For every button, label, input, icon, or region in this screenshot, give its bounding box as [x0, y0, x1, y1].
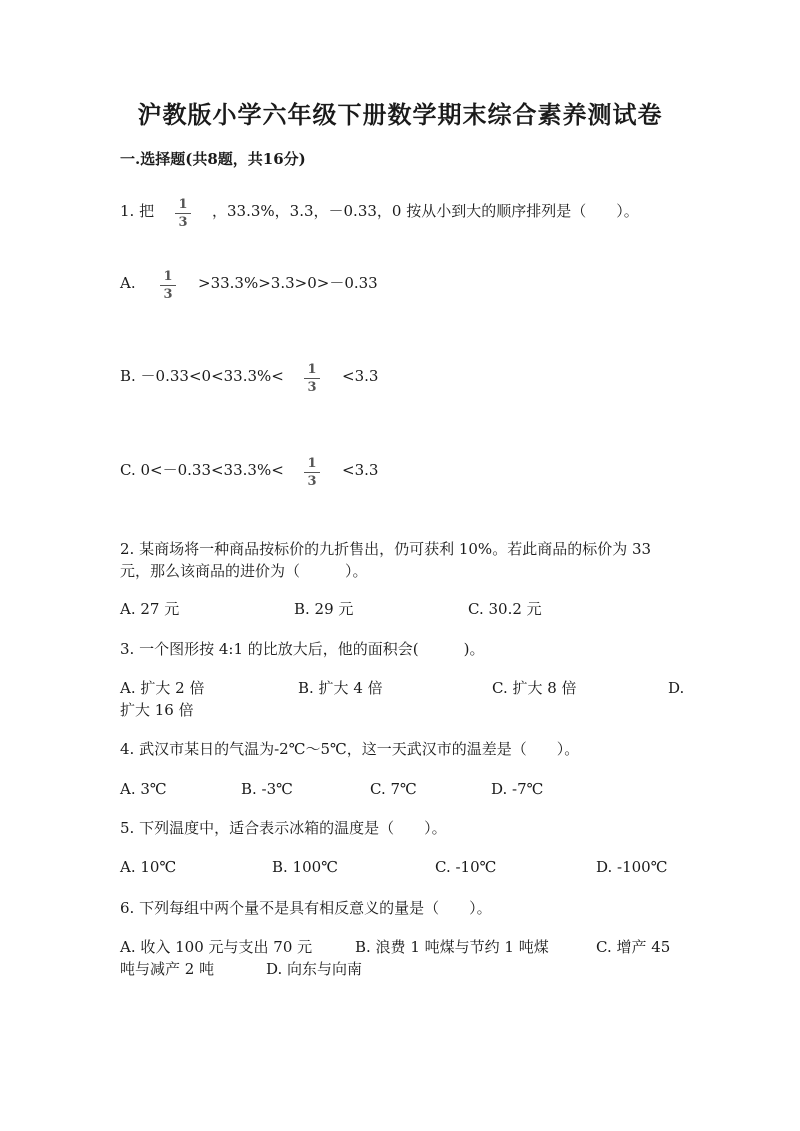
q1-option-c-suffix: <3.3: [342, 461, 379, 479]
q3-text: 3. 一个图形按 4:1 的比放大后，他的面积会( )。: [120, 640, 485, 658]
q6-option-c-text: 吨与减产 2 吨: [120, 960, 215, 978]
q3-option-b: B. 扩大 4 倍: [298, 679, 383, 697]
q6-text: 6. 下列每组中两个量不是具有相反意义的量是（ ）。: [120, 899, 492, 917]
q5-option-b: B. 100℃: [272, 858, 338, 876]
q4-option-d: D. -7℃: [491, 780, 544, 798]
q6-option-b: B. 浪费 1 吨煤与节约 1 吨煤: [355, 938, 549, 956]
q1-suffix: ，33.3%，3.3，－0.33，0 按从小到大的顺序排列是（ ）。: [212, 202, 639, 220]
q3-option-d-text: 扩大 16 倍: [120, 701, 194, 719]
fraction-denominator: 3: [307, 474, 317, 489]
q3-option-d: D.: [668, 679, 685, 697]
q1-option-a-text: >33.3%>3.3>0>－0.33: [198, 274, 378, 292]
q5-option-a: A. 10℃: [120, 858, 177, 876]
q5-option-d: D. -100℃: [596, 858, 668, 876]
page-title: 沪教版小学六年级下册数学期末综合素养测试卷: [137, 100, 663, 129]
fraction-bar: [304, 472, 320, 473]
q1-option-a-label: A.: [120, 274, 136, 292]
fraction-bar: [304, 378, 320, 379]
q4-option-c: C. 7℃: [370, 780, 417, 798]
q3-option-c: C. 扩大 8 倍: [492, 679, 577, 697]
q5-option-c: C. -10℃: [435, 858, 497, 876]
q1-fraction: [173, 197, 193, 230]
q1-option-a-fraction: [158, 269, 178, 302]
q4-option-b: B. -3℃: [241, 780, 293, 798]
q2-option-a: A. 27 元: [120, 600, 180, 618]
q6-option-c: C. 增产 45: [596, 938, 671, 956]
fraction-numerator: 1: [163, 269, 173, 284]
q4-text: 4. 武汉市某日的气温为-2℃～5℃，这一天武汉市的温差是（ ）。: [120, 740, 580, 758]
q6-option-a: A. 收入 100 元与支出 70 元: [120, 938, 313, 956]
fraction-denominator: 3: [178, 215, 188, 230]
q1-option-b-suffix: <3.3: [342, 367, 379, 385]
q1-option-c-text: C. 0<－0.33<33.3%<: [120, 461, 284, 479]
fraction-numerator: 1: [307, 456, 317, 471]
q4-option-a: A. 3℃: [120, 780, 167, 798]
q1-prefix: 1. 把: [120, 202, 155, 220]
fraction-bar: [175, 213, 191, 214]
fraction-numerator: 1: [307, 362, 317, 377]
q1-option-b-fraction: [302, 362, 322, 395]
fraction-denominator: 3: [307, 380, 317, 395]
q2-text-line1: 2. 某商场将一种商品按标价的九折售出，仍可获利 10%。若此商品的标价为 33: [120, 540, 652, 558]
fraction-denominator: 3: [163, 287, 173, 302]
q3-option-a: A. 扩大 2 倍: [120, 679, 205, 697]
q1-option-c-fraction: [302, 456, 322, 489]
fraction-bar: [160, 285, 176, 286]
q2-option-b: B. 29 元: [294, 600, 354, 618]
q5-text: 5. 下列温度中，适合表示冰箱的温度是（ ）。: [120, 819, 447, 837]
q1-option-b-text: B. －0.33<0<33.3%<: [120, 367, 284, 385]
q6-option-d: D. 向东与向南: [266, 960, 363, 978]
q2-option-c: C. 30.2 元: [468, 600, 542, 618]
section-heading: 一.选择题(共8题，共16分): [120, 150, 306, 168]
fraction-numerator: 1: [178, 197, 188, 212]
q2-text-line2: 元，那么该商品的进价为（ ）。: [120, 562, 368, 580]
